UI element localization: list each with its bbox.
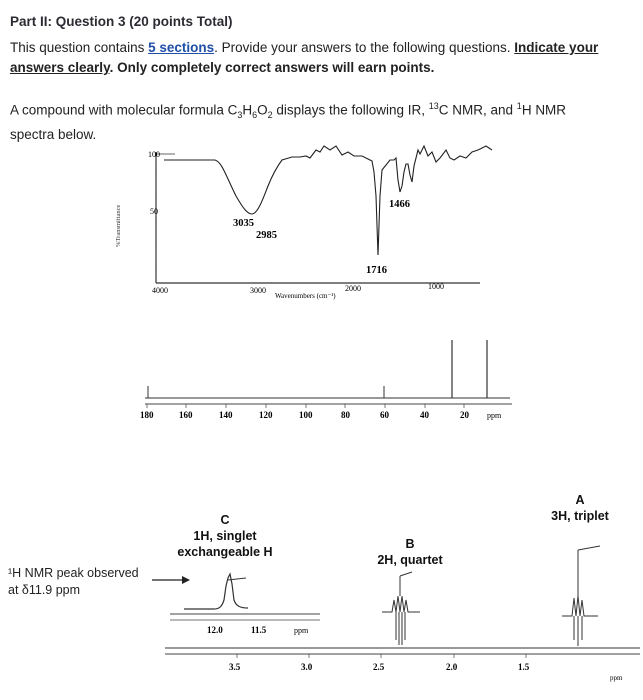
compound-text-1: A compound with molecular formula C [10,102,238,118]
h1-tick-2-0: 2.0 [446,662,458,672]
ir-xtick-1000: 1000 [428,282,444,291]
formula-o-sub: 2 [267,110,273,121]
observed-line-1: ¹H NMR peak observed [8,566,139,580]
peak-c-desc-1: 1H, singlet [193,529,257,543]
h1-peak-a [562,546,600,646]
compound-text-5: spectra below. [10,127,97,143]
c13-tick-120: 120 [259,410,273,420]
compound-text-4: H NMR [521,102,567,118]
h1-tick-1-5: 1.5 [518,662,530,672]
c13-tick-20: 20 [460,410,469,420]
sections-link[interactable]: 5 sections [148,40,215,55]
h1-inset-tick-12: 12.0 [207,625,223,635]
ir-trace [164,146,492,255]
ir-xtick-2000: 2000 [345,284,361,293]
h1-sup: 1 [516,101,522,111]
h1-peak-b [382,572,420,645]
question-title: Part II: Question 3 (20 points Total) [10,14,233,29]
c13-sup: 13 [428,101,439,111]
h1-tick-3-5: 3.5 [229,662,241,672]
ir-ytick-100: 100 [148,150,160,159]
c13-tick-140: 140 [219,410,233,420]
ir-peak-1466: 1466 [389,199,410,210]
peak-c-desc-2: exchangeable H [177,545,273,559]
ir-peak-3035: 3035 [233,218,254,229]
c13-tick-80: 80 [341,410,350,420]
c13-tick-40: 40 [420,410,429,420]
formula-c-sub: 3 [237,110,243,121]
peak-c-annotation [160,512,290,560]
formula-o: O [257,102,268,118]
h1-inset-tick-ppm: ppm [294,626,309,635]
h1-inset-tick-11-5: 11.5 [251,625,267,635]
h1-tick-ppm: ppm [610,674,623,682]
peak-b-label: B [405,537,415,551]
indicate-text: Indicate your [514,40,599,55]
ir-peak-1716: 1716 [366,265,387,276]
observed-line-2: at δ11.9 ppm [8,583,81,597]
observed-arrowhead [182,576,190,584]
peak-a-annotation [530,492,630,524]
formula-h: H [242,102,253,118]
c13-tick-ppm: ppm [487,411,502,420]
compound-text-3: C NMR, and [438,102,517,118]
ir-xtick-4000: 4000 [152,286,168,295]
c13-nmr-spectrum [140,340,512,420]
c13-tick-180: 180 [140,410,154,420]
ir-spectrum [115,146,492,300]
peak-a-desc: 3H, triplet [551,509,609,523]
intro-text-3: . Only completely correct answers will earn points. [109,60,435,75]
peak-a-label: A [575,493,585,507]
c13-tick-160: 160 [179,410,193,420]
h1-tick-2-5: 2.5 [373,662,385,672]
ir-x-label: Wavenumbers (cm⁻¹) [275,292,336,300]
c13-tick-60: 60 [380,410,389,420]
peak-c-label: C [220,513,230,527]
peak-b-desc: 2H, quartet [377,553,443,567]
c13-tick-100: 100 [299,410,313,420]
answers-clearly-text: answers clearly [10,60,110,75]
intro-text-2: . Provide your answers to the following questions. [214,40,515,55]
ir-xtick-3000: 3000 [250,286,266,295]
ir-ytick-50: 50 [150,207,158,216]
observed-note [8,565,139,599]
h1-tick-3-0: 3.0 [301,662,313,672]
ir-y-label: %Transmittance [115,204,122,247]
ir-peak-2985: 2985 [256,230,277,241]
intro-text-1: This question contains [10,40,149,55]
compound-text-2: displays the following IR, [272,102,429,118]
formula-h-sub: 6 [252,110,258,121]
peak-b-annotation [360,536,460,568]
